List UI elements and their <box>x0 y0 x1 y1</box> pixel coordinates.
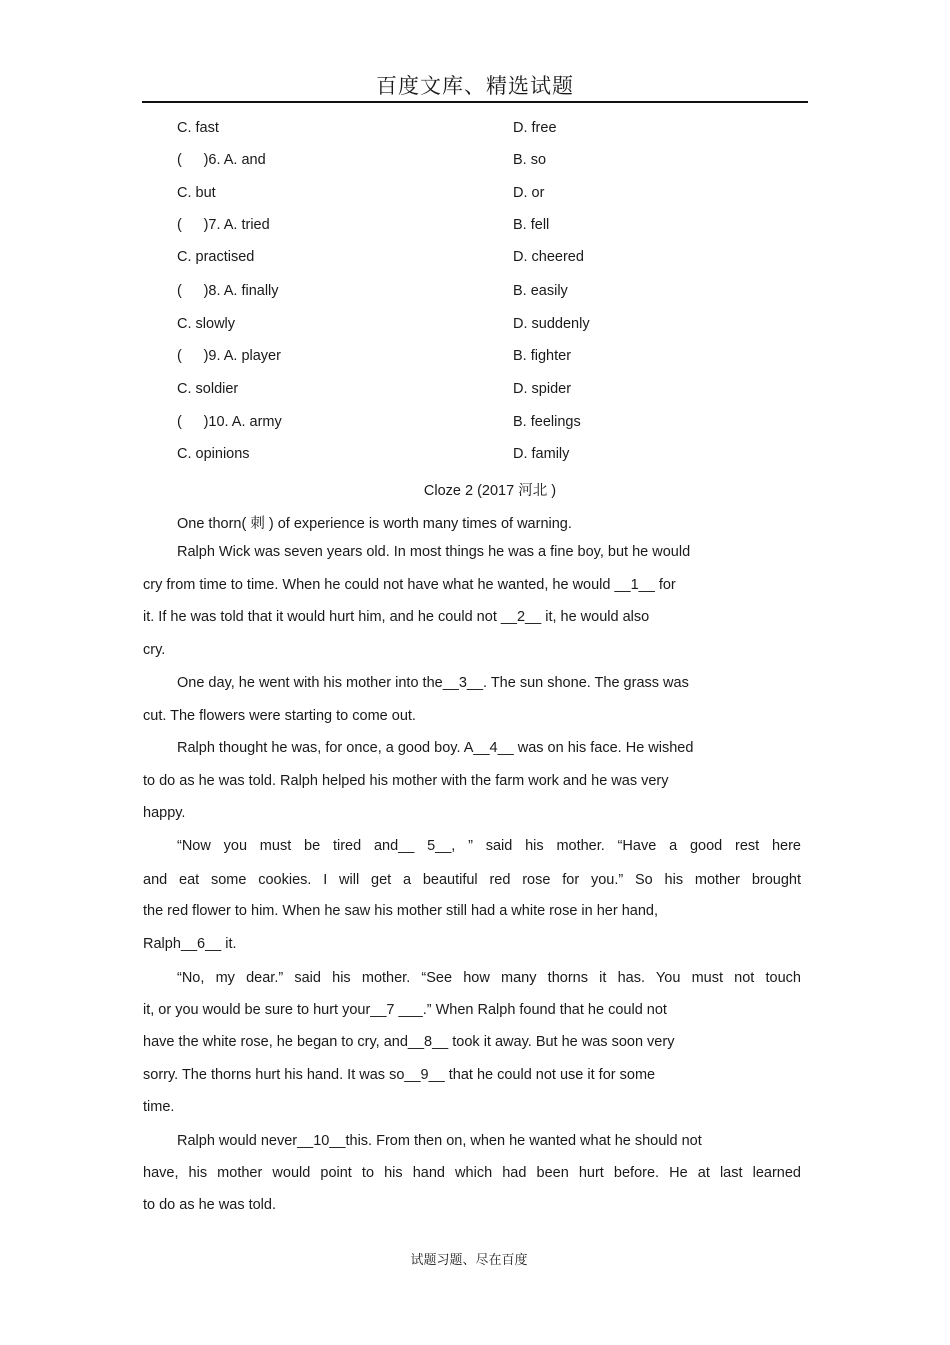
option-left: C. fast <box>177 120 219 136</box>
passage-line: it, or you would be sure to hurt your__7 ___.” When Ralph found that he could not <box>143 1002 667 1018</box>
page-footer: 试题习题、尽在百度 <box>410 1253 528 1268</box>
passage-line: One thorn( 刺 ) of experience is worth many times of warning. <box>177 516 572 532</box>
passage-line: “No, my dear.” said his mother. “See how many thorns it has. You must not touch <box>177 970 801 986</box>
passage-line: time. <box>143 1099 175 1115</box>
passage-line: cut. The flowers were starting to come out. <box>143 708 416 724</box>
option-right: B. so <box>513 152 547 168</box>
option-right: B. feelings <box>513 414 581 430</box>
header-divider <box>142 101 808 103</box>
option-right: D. or <box>513 185 545 201</box>
passage-line: and eat some cookies. I will get a beautiful red rose for you.” So his mother brought <box>143 872 801 888</box>
header-title: 百度文库、精选试题 <box>376 74 574 98</box>
passage-line: One day, he went with his mother into the__3__. The sun shone. The grass was <box>177 675 689 691</box>
passage-line: the red flower to him. When he saw his mother still had a white rose in her hand, <box>143 903 659 919</box>
passage-line: have the white rose, he began to cry, and__8__ took it away. But he was soon very <box>143 1034 675 1050</box>
passage-line: sorry. The thorns hurt his hand. It was so__9__ that he could not use it for some <box>143 1067 656 1083</box>
option-right: B. fell <box>513 217 550 233</box>
option-right: D. free <box>513 120 557 136</box>
passage-line: cry from time to time. When he could not have what he wanted, he would __1__ for <box>143 577 676 593</box>
passage-line: have, his mother would point to his hand which had been hurt before. He at last learned <box>143 1165 801 1181</box>
passage-line: Ralph would never__10__this. From then on, when he wanted what he should not <box>177 1133 702 1149</box>
passage-line: “Now you must be tired and__ 5__, ” said his mother. “Have a good rest here <box>177 838 801 854</box>
passage-line: cry. <box>143 642 166 658</box>
option-right: D. family <box>513 446 570 462</box>
passage-line: Ralph__6__ it. <box>143 936 237 952</box>
cloze-title: Cloze 2 (2017 河北 ) <box>423 483 557 499</box>
option-right: D. suddenly <box>513 316 590 332</box>
option-left: C. but <box>177 185 216 201</box>
passage-line: to do as he was told. Ralph helped his mother with the farm work and he was very <box>143 773 669 789</box>
option-right: B. easily <box>513 283 568 299</box>
option-left: C. slowly <box>177 316 236 332</box>
option-right: D. spider <box>513 381 572 397</box>
option-left: ( )6. A. and <box>177 152 266 168</box>
passage-line: Ralph thought he was, for once, a good boy. A__4__ was on his face. He wished <box>177 740 694 756</box>
option-right: D. cheered <box>513 249 584 265</box>
option-left: ( )10. A. army <box>177 414 282 430</box>
passage-line: Ralph Wick was seven years old. In most things he was a fine boy, but he would <box>177 544 691 560</box>
passage-line: happy. <box>143 805 186 821</box>
option-right: B. fighter <box>513 348 572 364</box>
passage-line: to do as he was told. <box>143 1197 276 1213</box>
passage-line: it. If he was told that it would hurt him, and he could not __2__ it, he would also <box>143 609 650 625</box>
option-left: ( )9. A. player <box>177 348 281 364</box>
option-left: ( )8. A. finally <box>177 283 279 299</box>
option-left: ( )7. A. tried <box>177 217 270 233</box>
option-left: C. practised <box>177 249 255 265</box>
option-left: C. opinions <box>177 446 250 462</box>
option-left: C. soldier <box>177 381 239 397</box>
